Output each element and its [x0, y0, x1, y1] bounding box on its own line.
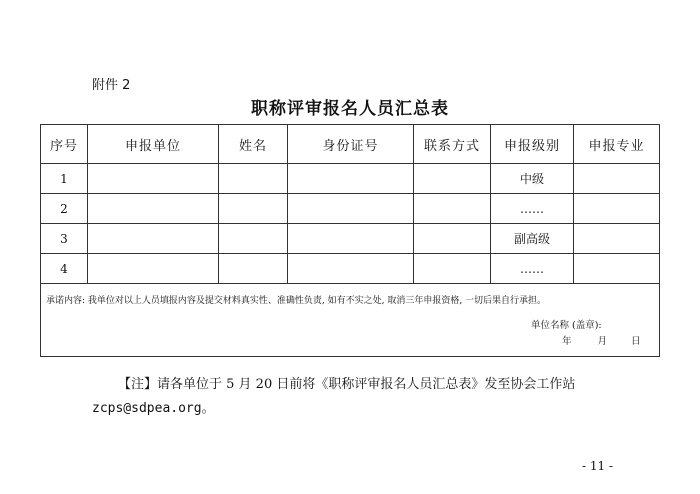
- table-row: [41, 254, 660, 284]
- row-contact-cell: [414, 164, 491, 194]
- row-unit-cell: [88, 254, 219, 284]
- summary-table: [40, 124, 660, 357]
- row-name-cell: [219, 254, 288, 284]
- header-name: 姓名: [219, 125, 288, 164]
- date-year-label: 年: [562, 336, 572, 347]
- row-unit-cell: [88, 164, 219, 194]
- row-id-cell: [288, 224, 414, 254]
- date-month-label: 月: [597, 336, 608, 347]
- unit-name-seal-label: 单位名称 (盖章):: [531, 320, 602, 331]
- note-email: zcps@sdpea.org。: [92, 401, 215, 416]
- pledge-cell: [41, 284, 660, 357]
- row-major-cell: [574, 194, 660, 224]
- table-row: [41, 194, 660, 224]
- row-level-cell: ……: [491, 194, 574, 224]
- row-level-cell: 副高级: [491, 224, 574, 254]
- pledge-text: 承诺内容: 我单位对以上人员填报内容及提交材料真实性、准确性负责, 如有不实之处, 取消三年申报资格, 一切后果自行承担。: [46, 296, 547, 306]
- row-serial-no: 1: [41, 164, 88, 194]
- row-serial-no: 2: [41, 194, 88, 224]
- row-unit-cell: [88, 224, 219, 254]
- row-major-cell: [574, 164, 660, 194]
- table-row: [41, 164, 660, 194]
- document-title: 职称评审报名人员汇总表: [251, 99, 449, 119]
- row-unit-cell: [88, 194, 219, 224]
- row-contact-cell: [414, 224, 491, 254]
- header-contact: 联系方式: [414, 125, 491, 164]
- row-level-cell: ……: [491, 254, 574, 284]
- row-level-cell: 中级: [491, 164, 574, 194]
- header-major: 申报专业: [574, 125, 660, 164]
- attachment-label: 附件 2: [92, 78, 131, 93]
- header-applying-unit: 申报单位: [88, 125, 219, 164]
- table-row: [41, 224, 660, 254]
- row-id-cell: [288, 194, 414, 224]
- row-serial-no: 4: [41, 254, 88, 284]
- row-name-cell: [219, 194, 288, 224]
- header-level: 申报级别: [491, 125, 574, 164]
- date-day-label: 日: [631, 336, 641, 347]
- note-text: 【注】请各单位于 5 月 20 日前将《职称评审报名人员汇总表》发至协会工作站: [118, 377, 576, 392]
- row-contact-cell: [414, 194, 491, 224]
- row-contact-cell: [414, 254, 491, 284]
- row-serial-no: 3: [41, 224, 88, 254]
- row-major-cell: [574, 254, 660, 284]
- row-id-cell: [288, 164, 414, 194]
- row-name-cell: [219, 164, 288, 194]
- row-name-cell: [219, 224, 288, 254]
- pledge-row: [41, 284, 660, 357]
- page-number: - 11 -: [582, 459, 614, 473]
- header-serial-no: 序号: [41, 125, 88, 164]
- date-line: [562, 333, 641, 347]
- header-id-number: 身份证号: [288, 125, 414, 164]
- row-id-cell: [288, 254, 414, 284]
- table-header-row: [41, 125, 660, 164]
- row-major-cell: [574, 224, 660, 254]
